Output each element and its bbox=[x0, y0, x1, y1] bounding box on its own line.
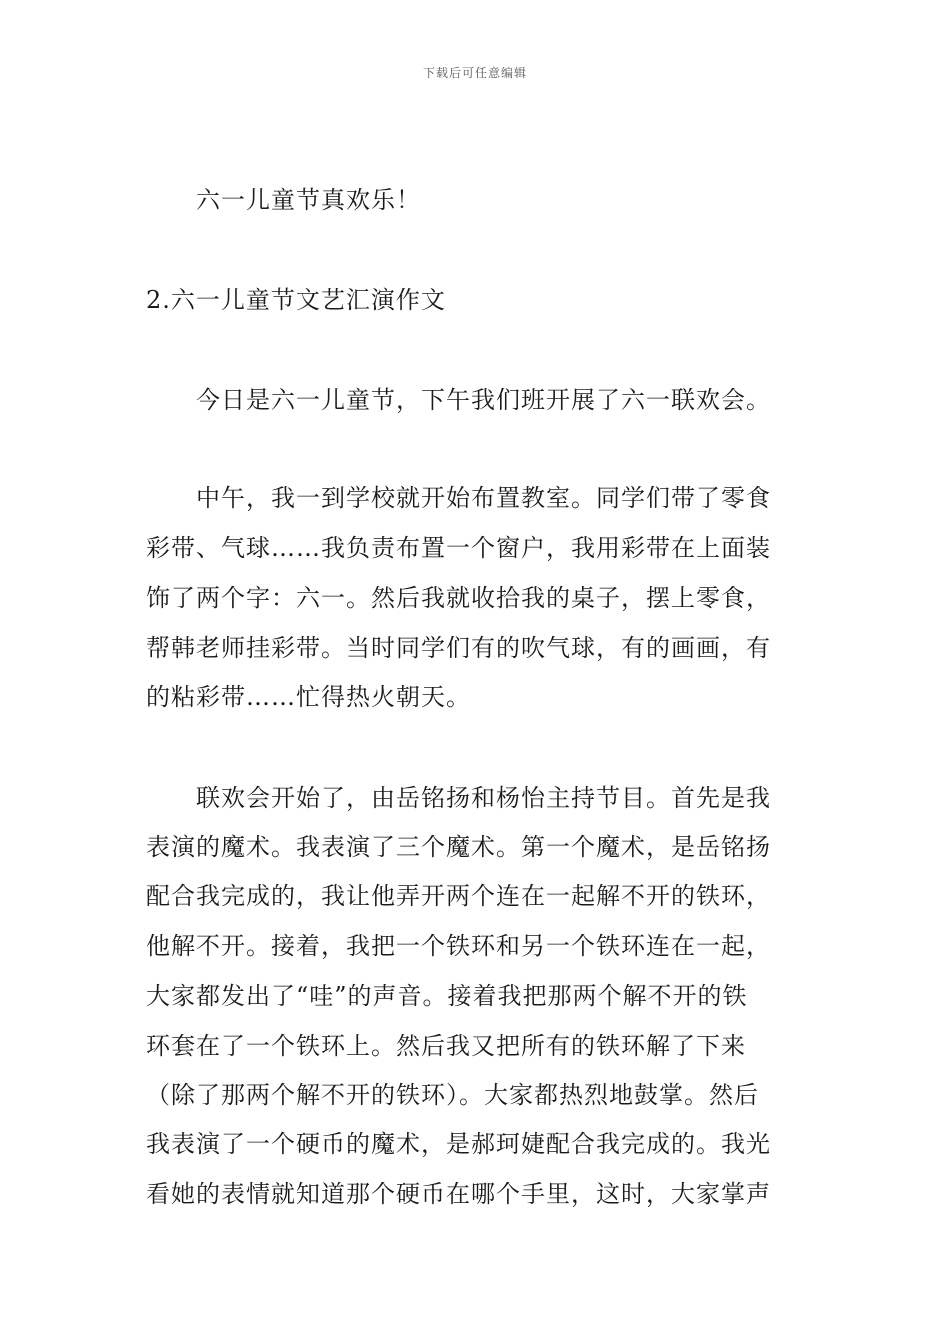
paragraph-line: 帮韩老师挂彩带。当时同学们有的吹气球，有的画画，有 bbox=[146, 634, 771, 662]
section-title: 2.六一儿童节文艺汇演作文 bbox=[146, 286, 446, 314]
paragraph-line: 饰了两个字：六一。然后我就收拾我的桌子，摆上零食， bbox=[146, 584, 771, 612]
paragraph-line: 今日是六一儿童节，下午我们班开展了六一联欢会。 bbox=[196, 386, 771, 414]
paragraph-line: 他解不开。接着，我把一个铁环和另一个铁环连在一起， bbox=[146, 932, 771, 960]
paragraph-line: 表演的魔术。我表演了三个魔术。第一个魔术，是岳铭扬 bbox=[146, 833, 771, 861]
paragraph-line: 中午，我一到学校就开始布置教室。同学们带了零食 bbox=[196, 484, 771, 512]
paragraph-line: 联欢会开始了，由岳铭扬和杨怡主持节目。首先是我 bbox=[196, 784, 771, 812]
paragraph-line: 配合我完成的，我让他弄开两个连在一起解不开的铁环， bbox=[146, 882, 771, 910]
closing-line: 六一儿童节真欢乐！ bbox=[196, 186, 421, 214]
paragraph-line: 我表演了一个硬币的魔术，是郝珂婕配合我完成的。我光 bbox=[146, 1130, 771, 1158]
paragraph-line: 彩带、气球……我负责布置一个窗户，我用彩带在上面装 bbox=[146, 534, 771, 562]
paragraph-line: 环套在了一个铁环上。然后我又把所有的铁环解了下来 bbox=[146, 1032, 746, 1060]
paragraph-line: 的粘彩带……忙得热火朝天。 bbox=[146, 683, 471, 711]
paragraph-line: 看她的表情就知道那个硬币在哪个手里，这时，大家掌声 bbox=[146, 1180, 771, 1208]
paragraph-line: （除了那两个解不开的铁环）。大家都热烈地鼓掌。然后 bbox=[146, 1081, 759, 1109]
page-header: 下载后可任意编辑 bbox=[422, 66, 527, 80]
paragraph-line: 大家都发出了“哇”的声音。接着我把那两个解不开的铁 bbox=[146, 982, 748, 1010]
